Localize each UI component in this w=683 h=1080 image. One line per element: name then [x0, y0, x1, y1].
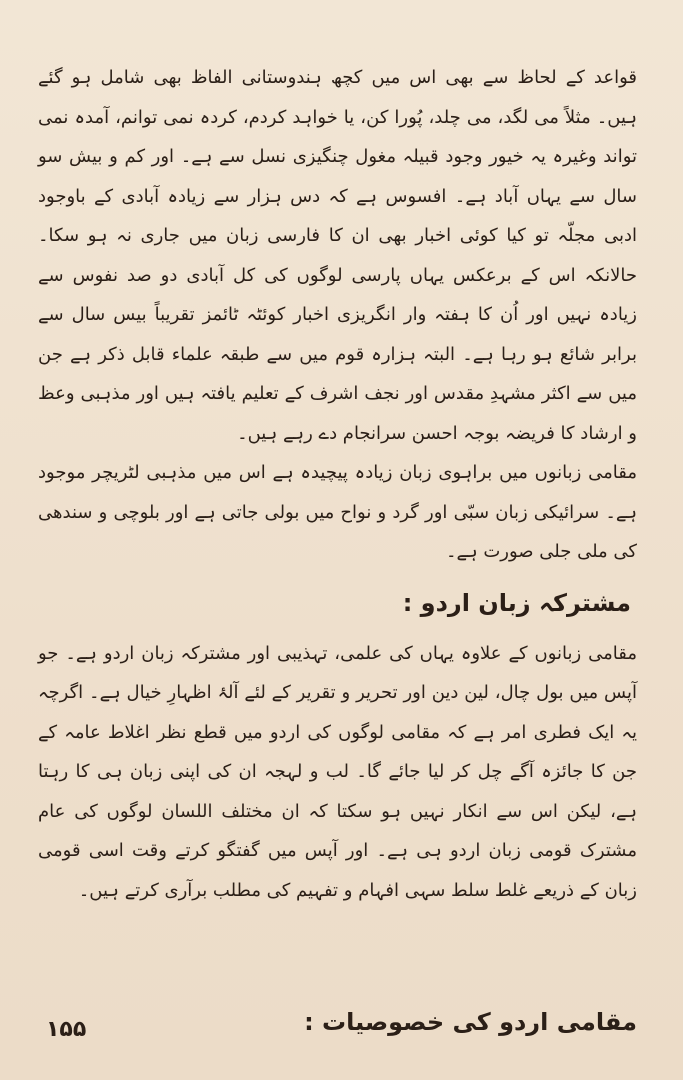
body-text-2: [38, 634, 637, 911]
section-heading-local-urdu-features: مقامی اردو کی خصوصیات :: [304, 1008, 637, 1036]
section-heading-common-language: مشترکہ زبان اردو :: [402, 588, 631, 617]
paragraph-2: مقامی زبانوں میں براہوی زبان زیادہ پیچیدہ ہے اس میں مذہبی لٹریچر موجود ہے۔ سرائیکی زبان سبّی اور گرد و نواح میں بولی جاتی ہے اور بلوچی و سندھی کی ملی جلی صورت ہے۔: [38, 462, 637, 562]
paragraph-1: قواعد کے لحاظ سے بھی اس میں کچھ ہندوستانی الفاظ بھی شامل ہو گئے ہیں۔ مثلاً می لگد، می چلد، پُورا کن، یا خواہد کردم، کردہ نمی توانم، آمدہ نمی تواند وغیرہ یہ خیور وجود قبیلہ مغول چنگیزی نسل سے ہے۔ اور کم و بیش سو سال سے یہاں آباد ہے۔ افسوس ہے کہ دس ہزار سے زیادہ آبادی کے باوجود ادبی مجلّہ تو کیا کوئی اخبار بھی ان کا فارسی زبان میں جاری نہ ہو سکا۔ حالانکہ اس کے برعکس یہاں پارسی لوگوں کی کل آبادی دو صد نفوس سے زیادہ نہیں اور اُن کا ہفتہ وار انگریزی اخبار کوئٹہ ٹائمز تقریباً بیس سال سے برابر شائع ہو رہا ہے۔ البتہ ہزارہ قوم میں سے طبقہ علماء قابل ذکر ہے جن میں سے اکثر مشہدِ مقدس اور نجف اشرف کے تعلیم یافتہ ہیں اور مذہبی وعظ و ارشاد کا فریضہ بوجہ احسن سرانجام دے رہے ہیں۔: [38, 67, 638, 444]
paragraph-3: مقامی زبانوں کے علاوہ یہاں کی علمی، تہذیبی اور مشترکہ زبان اردو ہے۔ جو آپس میں بول چال، لین دین اور تحریر و تقریر کے لئے آلۂ اظہارِ خیال ہے۔ اگرچہ یہ ایک فطری امر ہے کہ مقامی لوگوں کی اردو میں قطع نظر اغلاط عامہ کے جن کا جائزہ آگے چل کر لیا جائے گا۔ لب و لہجہ ان کی اپنی زبان ہی کا رہتا ہے، لیکن اس سے انکار نہیں ہو سکتا کہ ان مختلف اللسان لوگوں کی عام مشترک قومی زبان اردو ہی ہے۔ اور آپس میں گفتگو کرتے وقت اسی قومی زبان کے ذریعے غلط سلط سہی افہام و تفہیم کی مطلب برآری کرتے ہیں۔: [38, 642, 637, 901]
page-number: ۱۵۵: [46, 1017, 87, 1042]
body-text: [38, 58, 637, 572]
